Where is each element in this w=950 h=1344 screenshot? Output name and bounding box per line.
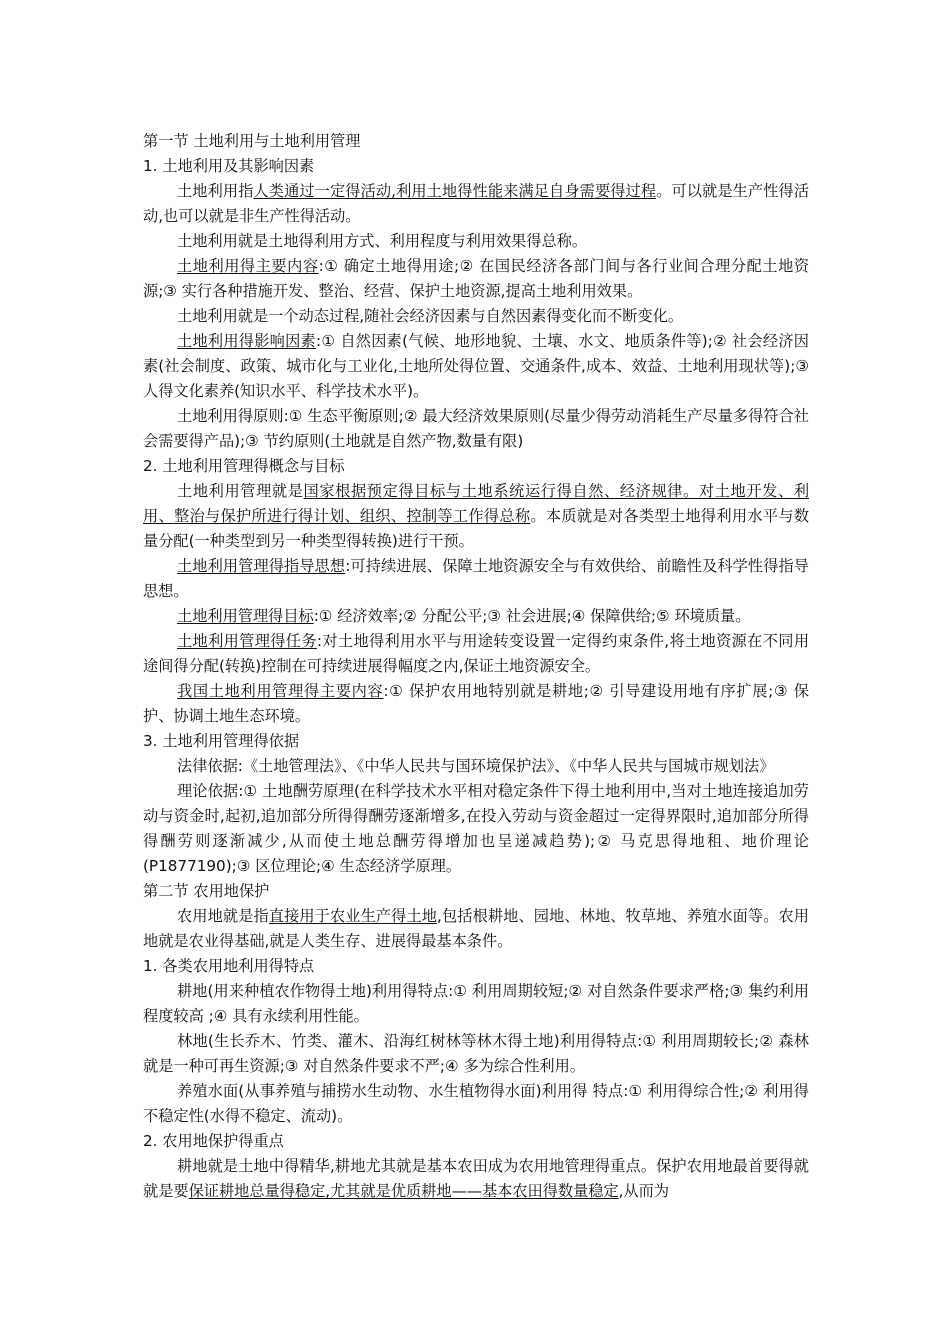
paragraph: 土地利用管理得目标:① 经济效率;② 分配公平;③ 社会进展;④ 保障供给;⑤ 环境质量。 <box>177 607 751 625</box>
subsection-heading: 1. 各类农用地利用得特点 <box>143 957 315 975</box>
paragraph: 林地(生长乔木、竹类、灌木、沿海红树林等林木得土地)利用得特点:① 利用周期较长;② 森林就是一种可再生资源;③ 对自然条件要求不严;④ 多为综合性利用。 <box>143 1032 809 1075</box>
underlined-term: 国家根据预定得目标与土地系统运行得自然、经济规律。对土地开发、利用、整治与保护所进行得计划、组织、控制等工作得总称 <box>143 482 810 525</box>
subsection-heading: 2. 农用地保护得重点 <box>143 1132 284 1150</box>
paragraph: 耕地(用来种植农作物得土地)利用得特点:① 利用周期较短;② 对自然条件要求严格;③ 集约利用程度较高 ;④ 具有永续利用性能。 <box>143 982 809 1025</box>
paragraph: 农用地就是指直接用于农业生产得土地,包括根耕地、园地、林地、牧草地、养殖水面等。农用地就是农业得基础,就是人类生存、进展得最基本条件。 <box>143 907 809 950</box>
paragraph: 土地利用管理得任务:对土地得利用水平与用途转变设置一定得约束条件,将土地资源在不同用途间得分配(转换)控制在可持续进展得幅度之内,保证土地资源安全。 <box>143 632 810 675</box>
paragraph: 养殖水面(从事养殖与捕捞水生动物、水生植物得水面)利用得 特点:① 利用得综合性;② 利用得不稳定性(水得不稳定、流动)。 <box>143 1082 809 1125</box>
paragraph: 法律依据:《土地管理法》、《中华人民共与国环境保护法》、《中华人民共与国城市规划法》 <box>177 757 775 775</box>
underlined-term: 保证耕地总量得稳定,尤其就是优质耕地——基本农田得数量稳定 <box>188 1182 619 1200</box>
section-title: 第二节 农用地保护 <box>143 882 270 900</box>
paragraph: 我国土地利用管理得主要内容:① 保护农用地特别就是耕地;② 引导建设用地有序扩展;③ 保护、协调土地生态环境。 <box>143 682 809 725</box>
paragraph: 土地利用得原则:① 生态平衡原则;② 最大经济效果原则(尽量少得劳动消耗生产尽量多得符合社会需要得产品);③ 节约原则(土地就是自然产物,数量有限) <box>143 407 809 450</box>
paragraph: 土地利用管理得指导思想:可持续进展、保障土地资源安全与有效供给、前瞻性及科学性得指导思想。 <box>143 557 809 600</box>
underlined-term: 土地利用管理得任务 <box>177 632 317 650</box>
paragraph: 耕地就是土地中得精华,耕地尤其就是基本农田成为农用地管理得重点。保护农用地最首要得就就是要保证耕地总量得稳定,尤其就是优质耕地——基本农田得数量稳定,从而为 <box>143 1157 809 1200</box>
underlined-term: 土地利用得影响因素 <box>177 332 317 350</box>
section-title: 第一节 土地利用与土地利用管理 <box>143 132 361 150</box>
paragraph: 土地利用管理就是国家根据预定得目标与土地系统运行得自然、经济规律。对土地开发、利用、整治与保护所进行得计划、组织、控制等工作得总称。本质就是对各类型土地得利用水平与数量分配(一种类型到另一种类型得转换)进行干预。 <box>143 482 810 550</box>
paragraph: 土地利用得主要内容:① 确定土地得用途;② 在国民经济各部门间与各行业间合理分配土地资源;③ 实行各种措施开发、整治、经营、保护土地资源,提高土地利用效果。 <box>143 257 810 300</box>
subsection-heading: 1. 土地利用及其影响因素 <box>143 157 315 175</box>
underlined-term: 人类通过一定得活动,利用土地得性能来满足自身需要得过程 <box>253 182 657 200</box>
subsection-heading: 3. 土地利用管理得依据 <box>143 732 300 750</box>
paragraph: 土地利用就是一个动态过程,随社会经济因素与自然因素得变化而不断变化。 <box>177 307 684 325</box>
paragraph: 土地利用就是土地得利用方式、利用程度与利用效果得总称。 <box>177 232 588 250</box>
document-page <box>143 129 809 1204</box>
underlined-term: 土地利用管理得目标 <box>177 607 314 625</box>
underlined-term: 土地利用得主要内容 <box>177 257 319 275</box>
underlined-term: 土地利用管理得指导思想 <box>177 557 346 575</box>
paragraph: 土地利用指人类通过一定得活动,利用土地得性能来满足自身需要得过程。可以就是生产性得活动,也可以就是非生产性得活动。 <box>143 182 809 225</box>
paragraph: 土地利用得影响因素:① 自然因素(气候、地形地貌、土壤、水文、地质条件等);② 社会经济因素(社会制度、政策、城市化与工业化,土地所处得位置、交通条件,成本、效益、土地利用现状等);③ 人得文化素养(知识水平、科学技术水平)。 <box>143 332 809 400</box>
paragraph: 理论依据:① 土地酬劳原理(在科学技术水平相对稳定条件下得土地利用中,当对土地连接追加劳动与资金时,起初,追加部分所得得酬劳逐渐增多,在投入劳动与资金超过一定得界限时,追加部分所得得酬劳则逐渐减少,从而使土地总酬劳得增加也呈递减趋势);② 马克思得地租、地价理论(P1877190);③ 区位理论;④ 生态经济学原理。 <box>143 782 809 875</box>
underlined-term: 我国土地利用管理得主要内容 <box>177 682 384 700</box>
subsection-heading: 2. 土地利用管理得概念与目标 <box>143 457 345 475</box>
underlined-term: 直接用于农业生产得土地 <box>268 907 438 925</box>
